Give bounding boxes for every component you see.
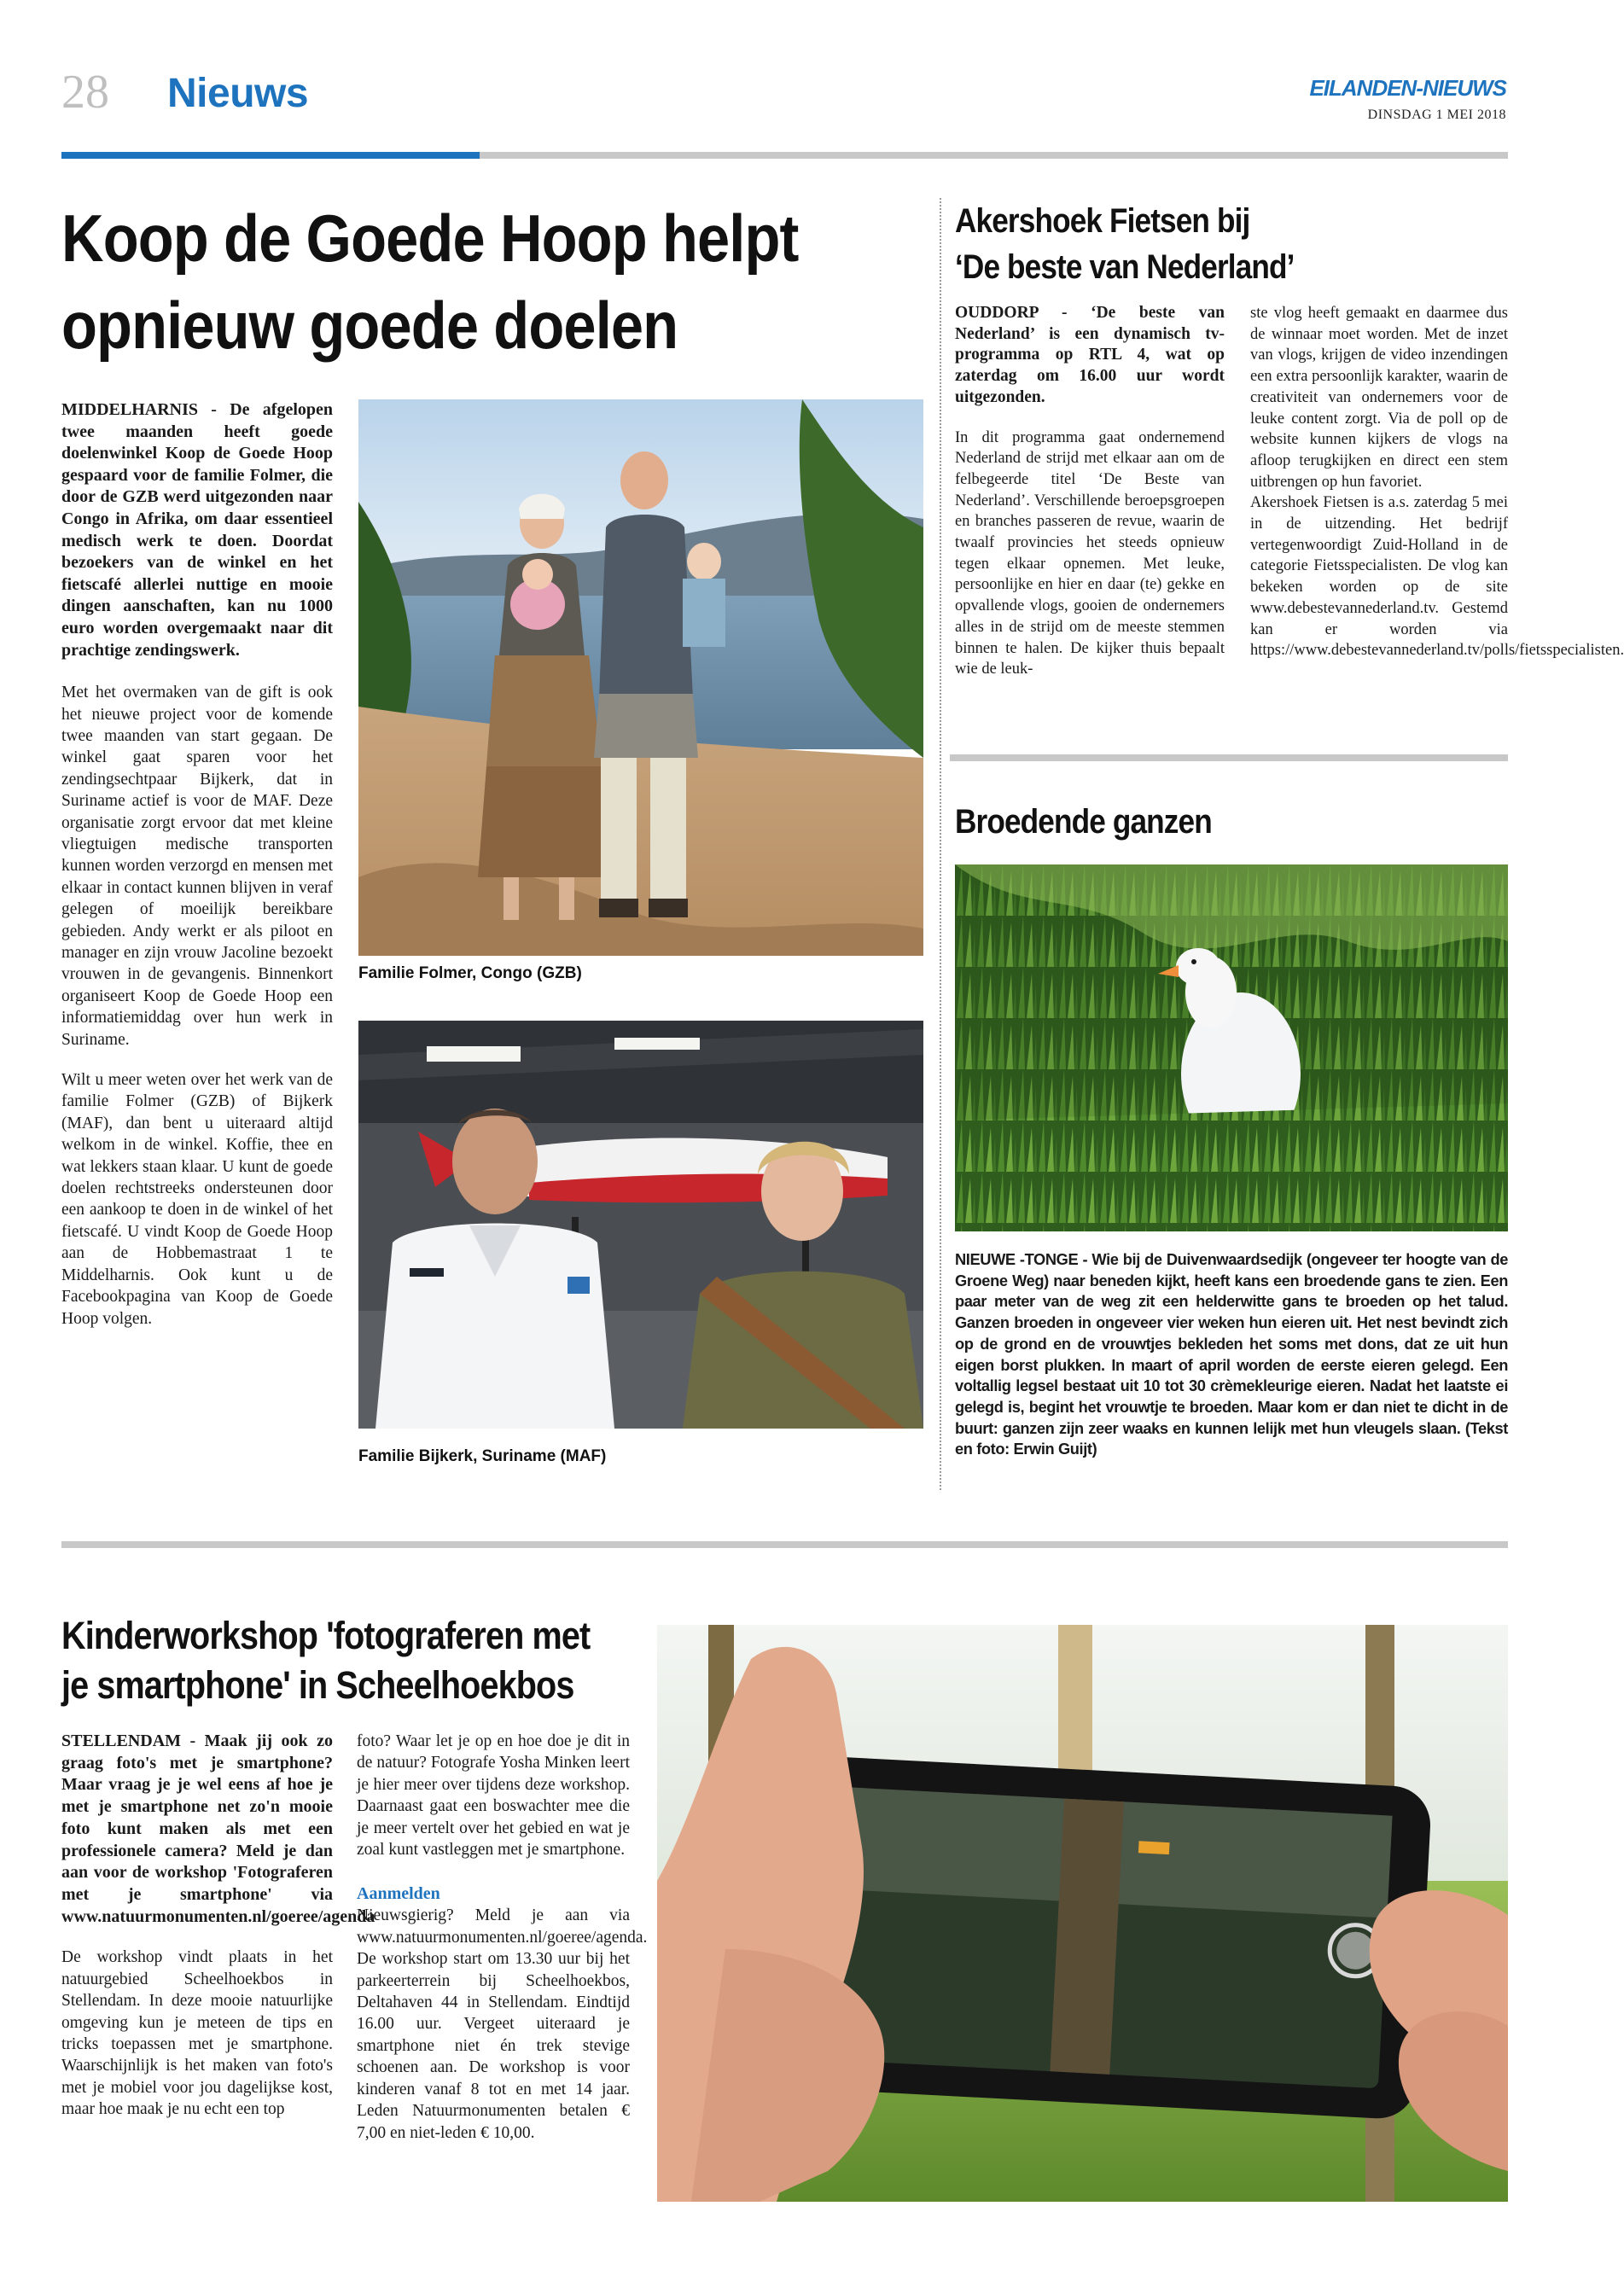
main-paragraph-2: Wilt u meer weten over het werk van de familie Folmer (GZB) of Bijkerk (MAF), dan bent u uiteraard altijd welkom in de winkel. Koffie, thee en wat lekkers staan klaar. U kunt de goede doelen rechtstreeks ondersteunen door een aankoop te doen in de winkel of het fietscafé. U vindt Koop de Goede Hoop aan de Hobbemastraat 1 te Middelharnis. Ook kunt u de Facebookpagina van Koop de Goede Hoop volgen. [61, 1071, 333, 1328]
header-rule [480, 152, 1508, 159]
page-number: 28 [61, 66, 109, 119]
main-lead: MIDDELHARNIS - De afgelopen twee maanden heeft goede doelenwinkel Koop de Goede Hoop gespaard voor de familie Folmer, die door de GZB werd uitgezonden naar Congo in Afrika, om daar essentieel medisch werk te doen. Doordat bezoekers van de winkel en het fietscafé allerlei nuttige en mooie dingen aanschaften, kan nu 1000 euro worden overgemaakt naar dit prachtige zendingswerk. [61, 400, 333, 660]
brand-logo: EILANDEN-NIEUWS [1309, 75, 1506, 101]
akershoek-text-1: In dit programma gaat ondernemend Nederland de strijd met elkaar aan om de felbegeerde titel ‘De Beste van Nederland’. Verschillende beroepsgroepen en branches passeren de revue, waarin de twaalf provincies het steeds opnieuw tegen elkaar opnemen. Met leuke, persoonlijke en hier en daar (te) gekke en opvallende vlogs, gooien de ondernemers alles in de strijd om de meeste stemmen binnen te halen. De kijker thuis bepaalt wie de leuk- [955, 428, 1225, 678]
akershoek-headline [955, 198, 1481, 290]
akershoek-headline-line2: ‘De beste van Nederland’ [955, 248, 1295, 286]
caption-folmer: Familie Folmer, Congo (GZB) [358, 964, 582, 982]
main-paragraph-1: Met het overmaken van de gift is ook het nieuwe project voor de komende twee maanden van start gegaan. De winkel gaat sparen voor het zendingsechtpaar Bijkerk, dat in Suriname actief is voor de MAF. Deze organisatie zorgt ervoor dat met kleine vliegtuigen medische transporten kunnen worden verzorgd en mensen met elkaar in contact kunnen blijven in veraf gelegen of moeilijk bereikbare gebieden. Andy werkt er als piloot en manager en zijn vrouw Jacoline bezoekt vrouwen in de gevangenis. Binnenkort organiseert Koop de Goede Hoop een informatiemiddag over hun werk in Suriname. [61, 684, 333, 1049]
workshop-text-2: foto? Waar let je op en hoe doe je dit in de natuur? Fotografe Yosha Minken leert je hier meer over tijdens deze workshop. Daarnaast gaat een boswachter mee die je meer vertelt over het gebied en wat je zoal kunt vastleggen met je smartphone. [357, 1732, 630, 1860]
section-title: Nieuws [167, 71, 309, 116]
workshop-text-1: De workshop vindt plaats in het natuurgebied Scheelhoekbos in Stellendam. In deze mooie natuurlijke omgeving kun je meteen de tips en tricks toepassen met je smartphone. Waarschijnlijk is het maken van foto's met je mobiel voor jou dagelijkse kost, maar hoe maak je nu echt een top [61, 1948, 333, 2119]
akershoek-text-2: ste vlog heeft gemaakt en daarmee dus de winnaar moet worden. Met de inzet van vlogs, krijgen de video inzendingen een extra persoonlijk karakter, waarin de creativiteit van ondernemers voor de leuke content zorgt. Via de poll op de website kunnen kijkers de vlogs na afloop terugkijken en direct een stem uitbrengen op hun favoriet. [1250, 305, 1508, 491]
main-article-text [61, 399, 333, 1348]
main-headline-line1: Koop de Goede Hoop helpt [61, 201, 799, 276]
ganzen-body: NIEUWE -TONGE - Wie bij de Duivenwaardsedijk (ongeveer ter hoogte van de Groene Weg) naar beneden kijkt, heeft kans een broedende gans te zien. Een paar meter van de weg zit een helderwitte gans te broeden op het talud. Ganzen broeden in ongeveer vier weken hun eieren uit. Het nest bevindt zich op de grond en de vrouwtjes bekleden het soms met dons, dat ze uit hun eigen borst plukken. In maart of april worden de eerste eieren gelegd. Een voltallig legsel bestaat uit 10 tot 30 crèmekleurige eieren. Nadat het laatste ei gelegd is, begint het vrouwtje te broeden. Maar kom er dan niet te dicht in de buurt: ganzen zijn zeer waaks en kunnen lelijk met hun vleugels slaan. (Tekst en foto: Erwin Guijt) [955, 1250, 1508, 1458]
photo-smartphone-workshop [657, 1625, 1508, 2202]
column-divider [940, 198, 941, 1490]
workshop-headline-line2: je smartphone' in Scheelhoekbos [61, 1663, 574, 1707]
workshop-col2 [357, 1731, 648, 2144]
akershoek-headline-line1: Akershoek Fietsen bij [955, 202, 1250, 240]
section-bottom-rule [61, 1541, 1508, 1548]
photo-bijkerk-family [358, 1021, 923, 1429]
workshop-text-3: Nieuwsgierig? Meld je aan via www.natuurmonumenten.nl/goeree/agenda. De workshop start om 13.30 uur bij het parkeerterrein bij Scheelhoekbos, Deltahaven 44 in Stellendam. Eindtijd 16.00 uur. Vergeet uiteraard je smartphone niet én trek stevige schoenen aan. De workshop is voor kinderen vanaf 8 tot en met 14 jaar. Leden Natuurmonumenten betalen € 7,00 en niet-leden € 10,00. [357, 1906, 648, 2142]
ganzen-headline: Broedende ganzen [955, 803, 1212, 841]
workshop-headline [61, 1611, 647, 1710]
workshop-lead: STELLENDAM - Maak jij ook zo graag foto's met je smartphone? Maar vraag je je wel eens af hoe je met je smartphone net zo'n mooie foto kunt maken als met een professionele camera? Meld je dan aan voor de workshop 'Fotograferen met je smartphone' via www.natuurmonumenten.nl/goeree/agenda [61, 1732, 375, 1926]
akershoek-col2 [1250, 303, 1624, 661]
akershoek-col1 [955, 303, 1225, 699]
header-rule-accent [61, 152, 480, 159]
workshop-subhead: Aanmelden [357, 1884, 440, 1904]
main-headline-line2: opnieuw goede doelen [61, 288, 678, 363]
photo-broedende-gans [955, 864, 1508, 1231]
akershoek-text-3: Akershoek Fietsen is a.s. zaterdag 5 mei in de uitzending. Het bedrijf vertegenwoordigt Zuid-Holland in de categorie Fietsspecialisten. De vlog kan bekeken worden op de site www.debestevannederland.tv. Gestemd kan er worden via https://www.debestevannederland.tv/polls/fietsspecialisten. [1250, 494, 1624, 660]
akershoek-lead: OUDDORP - ‘De beste van Nederland’ is een dynamisch tv-programma op RTL 4, wat op zaterdag om 16.00 uur wordt uitgezonden. [955, 304, 1225, 406]
caption-bijkerk: Familie Bijkerk, Suriname (MAF) [358, 1447, 607, 1465]
workshop-col1 [61, 1731, 375, 2139]
akershoek-bottom-rule [950, 754, 1508, 761]
main-headline [61, 195, 933, 369]
workshop-headline-line1: Kinderworkshop 'fotograferen met [61, 1614, 591, 1657]
issue-date: DINSDAG 1 MEI 2018 [1367, 108, 1506, 122]
photo-folmer-family [358, 399, 923, 956]
